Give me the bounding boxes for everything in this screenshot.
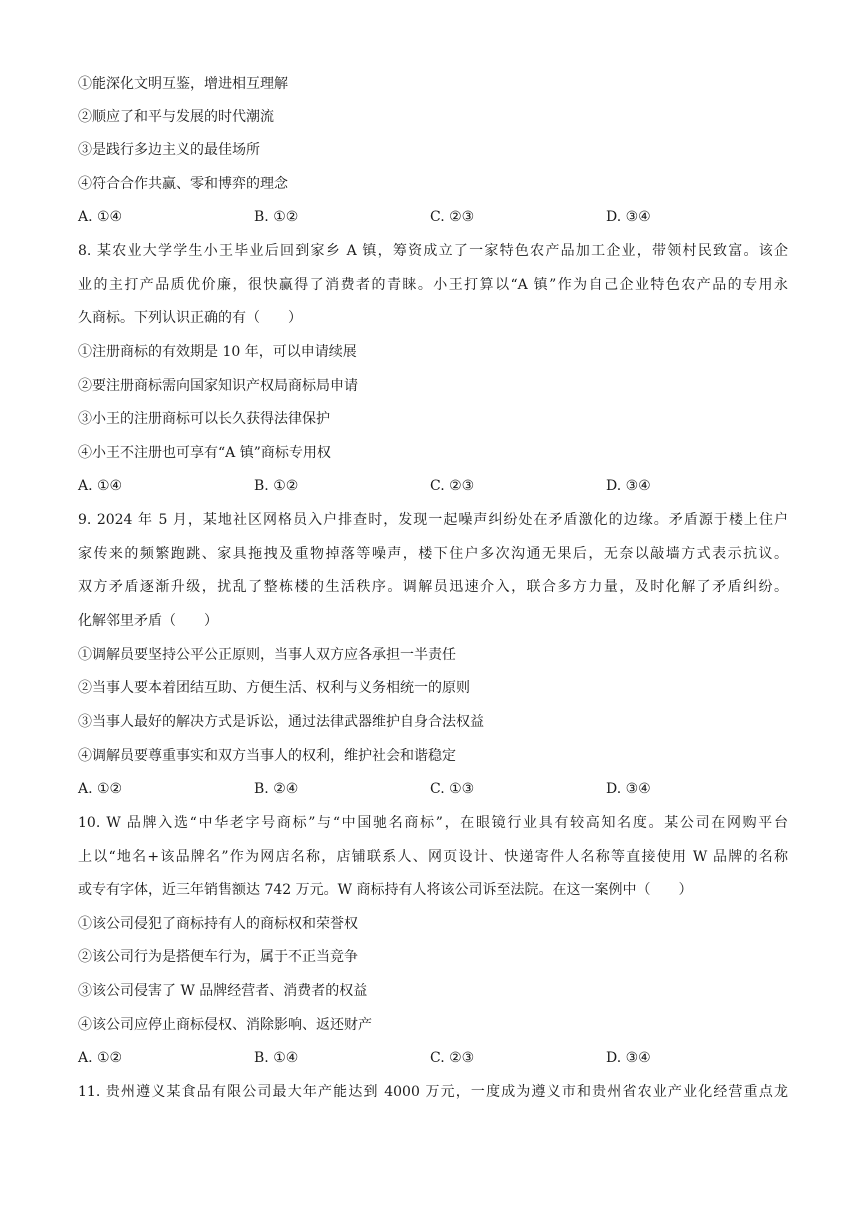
q11-stem-line-1: 11. 贵州遵义某食品有限公司最大年产能达到 4000 万元，一度成为遵义市和贵州省农业产业化经营重点龙: [78, 1084, 788, 1100]
q8-item-4: ④小王不注册也可享有“A 镇”商标专用权: [78, 445, 331, 461]
q8-item-2: ②要注册商标需向国家知识产权局商标局申请: [78, 378, 358, 394]
q8-option-c: C. ②③: [430, 478, 475, 494]
q7-option-c: C. ②③: [430, 209, 475, 225]
q10-stem-line-3: 或专有字体，近三年销售额达 742 万元。W 商标持有人将该公司诉至法院。在这一案例中（ ）: [78, 882, 693, 898]
q9-stem-line-4: 化解邻里矛盾（ ）: [78, 613, 218, 629]
q10-stem-line-2: 上以“地名+该品牌名”作为网店名称，店铺联系人、网页设计、快递寄件人名称等直接使用 W 品牌的名称: [78, 849, 788, 865]
q7-item-2: ②顺应了和平与发展的时代潮流: [78, 109, 274, 125]
q9-option-b: B. ②④: [254, 781, 299, 797]
q10-item-2: ②该公司行为是搭便车行为，属于不正当竞争: [78, 949, 358, 965]
q9-stem-line-2: 家传来的频繁跑跳、家具拖拽及重物掉落等噪声，楼下住户多次沟通无果后，无奈以敲墙方式表示抗议。: [78, 546, 788, 562]
q8-stem-line-2: 业的主打产品质优价廉，很快赢得了消费者的青睐。小王打算以“A 镇”作为自己企业特色农产品的专用永: [78, 277, 788, 293]
q10-option-b: B. ①④: [254, 1050, 299, 1066]
q10-option-a: A. ①②: [78, 1050, 123, 1066]
q10-option-d: D. ③④: [606, 1050, 651, 1066]
q10-item-3: ③该公司侵害了 W 品牌经营者、消费者的权益: [78, 983, 368, 999]
q9-option-a: A. ①②: [78, 781, 123, 797]
q8-option-a: A. ①④: [78, 478, 123, 494]
q9-option-d: D. ③④: [606, 781, 651, 797]
q8-item-1: ①注册商标的有效期是 10 年，可以申请续展: [78, 344, 357, 360]
q7-option-d: D. ③④: [606, 209, 651, 225]
q9-item-1: ①调解员要坚持公平公正原则，当事人双方应各承担一半责任: [78, 647, 456, 663]
q8-stem-line-3: 久商标。下列认识正确的有（ ）: [78, 310, 302, 326]
q7-item-3: ③是践行多边主义的最佳场所: [78, 142, 260, 158]
q7-option-a: A. ①④: [78, 209, 123, 225]
q8-option-b: B. ①②: [254, 478, 299, 494]
q9-item-3: ③当事人最好的解决方式是诉讼，通过法律武器维护自身合法权益: [78, 714, 484, 730]
q9-option-c: C. ①③: [430, 781, 475, 797]
q10-option-c: C. ②③: [430, 1050, 475, 1066]
q9-stem-line-3: 双方矛盾逐渐升级，扰乱了整栋楼的生活秩序。调解员迅速介入，联合多方力量，及时化解了矛盾纠纷。: [78, 579, 788, 595]
q7-item-4: ④符合合作共赢、零和博弈的理念: [78, 176, 288, 192]
q7-option-b: B. ①②: [254, 209, 299, 225]
q8-stem-line-1: 8. 某农业大学学生小王毕业后回到家乡 A 镇，筹资成立了一家特色农产品加工企业，带领村民致富。该企: [78, 243, 788, 259]
q9-item-2: ②当事人要本着团结互助、方便生活、权利与义务相统一的原则: [78, 680, 470, 696]
q10-item-1: ①该公司侵犯了商标持有人的商标权和荣誉权: [78, 916, 358, 932]
q9-stem-line-1: 9. 2024 年 5 月，某地社区网格员入户排查时，发现一起噪声纠纷处在矛盾激化的边缘。矛盾源于楼上住户: [78, 512, 788, 528]
q10-stem-line-1: 10. W 品牌入选“中华老字号商标”与“中国驰名商标”，在眼镜行业具有较高知名度。某公司在网购平台: [78, 815, 788, 831]
q7-item-1: ①能深化文明互鉴，增进相互理解: [78, 76, 288, 92]
q8-option-d: D. ③④: [606, 478, 651, 494]
q10-item-4: ④该公司应停止商标侵权、消除影响、返还财产: [78, 1017, 372, 1033]
q8-item-3: ③小王的注册商标可以长久获得法律保护: [78, 411, 330, 427]
q9-item-4: ④调解员要尊重事实和双方当事人的权利，维护社会和谐稳定: [78, 748, 456, 764]
